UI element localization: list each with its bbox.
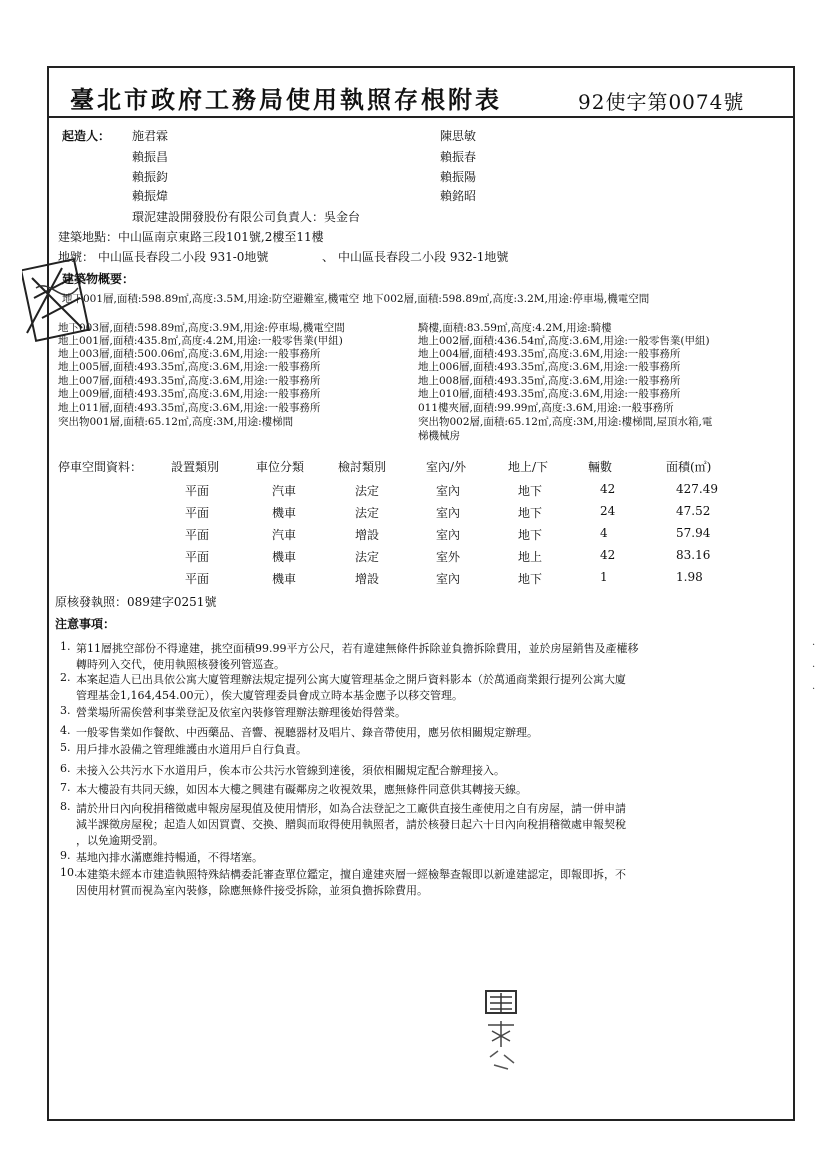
- overview-line: 突出物001層,面積:65.12㎡,高度:3M,用途:樓梯間: [58, 416, 294, 428]
- parking-cell: 機車: [272, 550, 297, 564]
- applicant-name: 賴銘昭: [440, 189, 477, 203]
- note-number: 8.: [60, 800, 71, 813]
- applicant-name: 賴振春: [440, 150, 477, 164]
- margin-mark: ·: [812, 684, 816, 695]
- parking-cell: 57.94: [676, 526, 711, 540]
- parking-cell: 室內: [436, 528, 461, 542]
- parking-cell: 地下: [518, 572, 543, 586]
- parking-cell: 室內: [436, 484, 461, 498]
- parking-cell: 427.49: [676, 482, 718, 496]
- overview-line: 地上007層,面積:493.35㎡,高度:3.6M,用途:一般事務所: [58, 375, 321, 387]
- note-text: 第11層挑空部份不得違建，挑空面積99.99平方公尺，若有違建無條件拆除並負擔拆除費用，並於房屋銷售及產權移: [76, 642, 639, 655]
- note-number: 5.: [60, 741, 71, 754]
- parking-cell: 地上: [518, 550, 543, 564]
- overview-line: 地下001層,面積:598.89㎡,高度:3.5M,用途:防空避難室,機電空 地下002層,面積:598.89㎡,高度:3.2M,用途:停車場,機電空間: [62, 293, 650, 305]
- parking-header: 檢討類別: [338, 460, 387, 474]
- note-text: 請於卅日內向稅捐稽徵處申報房屋現值及使用情形，如為合法登記之工廠供直接生產使用之自有房屋，請一併申請: [76, 802, 626, 815]
- overview-line: 地上011層,面積:493.35㎡,高度:3.6M,用途:一般事務所: [58, 402, 321, 414]
- applicant-name: 陳思敏: [440, 129, 477, 143]
- parking-header: 車位分類: [256, 460, 305, 474]
- overview-line: 地上009層,面積:493.35㎡,高度:3.6M,用途:一般事務所: [58, 388, 321, 400]
- note-text: 用戶排水設備之管理維護由水道用戶自行負責。: [76, 743, 307, 756]
- overview-line: 地下003層,面積:598.89㎡,高度:3.9M,用途:停車場,機電空間: [58, 322, 345, 334]
- note-number: 6.: [60, 762, 71, 775]
- overview-line: 地上001層,面積:435.8㎡,高度:4.2M,用途:一般零售業(甲組): [58, 335, 343, 347]
- note-number: 4.: [60, 724, 71, 737]
- note-text: 管理基金1,164,454.00元），俟大廈管理委員會成立時本基金應予以移交管理。: [76, 689, 463, 702]
- margin-mark: ·: [812, 662, 816, 673]
- applicant-name: 賴振昌: [132, 150, 169, 164]
- note-number: 2.: [60, 671, 71, 684]
- parking-cell: 增設: [355, 572, 380, 586]
- note-number: 3.: [60, 704, 71, 717]
- note-text: 因使用材質而視為室內裝修，除應無條件接受拆除，並須負擔拆除費用。: [76, 884, 428, 897]
- overview-line: 地上003層,面積:500.06㎡,高度:3.6M,用途:一般事務所: [58, 348, 321, 360]
- parking-cell: 1: [600, 570, 608, 584]
- applicant-name: 賴振陽: [440, 170, 477, 184]
- note-text: 未接入公共污水下水道用戶，俟本市公共污水管線到達後，須依相關規定配合辦理接入。: [76, 764, 505, 777]
- note-text: 轉時列入交代，使用執照核發後列管巡查。: [76, 658, 285, 671]
- overview-label: 建築物概要：: [62, 272, 135, 286]
- parking-cell: 汽車: [272, 484, 297, 498]
- overview-line: 突出物002層,面積:65.12㎡,高度:3M,用途:樓梯間,屋頂水箱,電: [418, 416, 713, 428]
- note-text: 本大樓設有共同天線，如因本大樓之興建有礙鄰房之收視效果，應無條件同意供其轉接天線。: [76, 783, 527, 796]
- parking-cell: 地下: [518, 484, 543, 498]
- overview-line: 梯機械房: [418, 430, 460, 442]
- parking-cell: 地下: [518, 506, 543, 520]
- parking-cell: 法定: [355, 550, 380, 564]
- applicant-name: 施君霖: [132, 129, 169, 143]
- developer-company: 環泥建設開發股份有限公司負責人：吳金台: [132, 210, 361, 224]
- parking-cell: 機車: [272, 506, 297, 520]
- margin-mark: ·: [812, 640, 816, 651]
- overview-line: 地上010層,面積:493.35㎡,高度:3.6M,用途:一般事務所: [418, 388, 681, 400]
- overview-line: 地上004層,面積:493.35㎡,高度:3.6M,用途:一般事務所: [418, 348, 681, 360]
- lot-separator: 、: [322, 250, 335, 264]
- parking-cell: 室內: [436, 572, 461, 586]
- title-divider: [47, 116, 795, 118]
- parking-cell: 24: [600, 504, 616, 518]
- note-number: 1.: [60, 640, 71, 653]
- parking-cell: 汽車: [272, 528, 297, 542]
- parking-header: 輛數: [588, 460, 613, 474]
- applicant-label: 起造人：: [62, 129, 111, 143]
- parking-cell: 平面: [185, 506, 210, 520]
- note-number: 7.: [60, 781, 71, 794]
- parking-cell: 1.98: [676, 570, 703, 584]
- applicant-name: 賴振煒: [132, 189, 169, 203]
- lot-number-1: 中山區長春段二小段 931-0地號: [98, 250, 269, 264]
- parking-cell: 83.16: [676, 548, 711, 562]
- parking-cell: 平面: [185, 572, 210, 586]
- official-seal: [480, 985, 525, 1075]
- parking-header: 設置類別: [171, 460, 220, 474]
- parking-cell: 平面: [185, 550, 210, 564]
- overview-line: 地上005層,面積:493.35㎡,高度:3.6M,用途:一般事務所: [58, 361, 321, 373]
- notes-label: 注意事項：: [55, 617, 116, 631]
- document-title: 臺北市政府工務局使用執照存根附表: [70, 85, 502, 114]
- note-text: 基地內排水滿應維持暢通，不得堵塞。: [76, 851, 263, 864]
- parking-header: 地上/下: [508, 460, 549, 474]
- parking-cell: 47.52: [676, 504, 711, 518]
- note-text: 減半課徵房屋稅；起造人如因買賣、交換、贈與而取得使用執照者，請於核發日起六十日內向稅捐稽徵處申報契稅: [76, 818, 626, 831]
- parking-cell: 42: [600, 548, 616, 562]
- parking-cell: 平面: [185, 528, 210, 542]
- overview-line: 地上008層,面積:493.35㎡,高度:3.6M,用途:一般事務所: [418, 375, 681, 387]
- parking-cell: 增設: [355, 528, 380, 542]
- parking-cell: 平面: [185, 484, 210, 498]
- parking-cell: 機車: [272, 572, 297, 586]
- lot-number-2: 中山區長春段二小段 932-1地號: [338, 250, 509, 264]
- parking-cell: 法定: [355, 506, 380, 520]
- overview-line: 騎樓,面積:83.59㎡,高度:4.2M,用途:騎樓: [418, 322, 612, 334]
- original-permit: 原核發執照：089建字0251號: [55, 595, 217, 609]
- parking-header: 室內/外: [426, 460, 467, 474]
- parking-cell: 地下: [518, 528, 543, 542]
- overview-line: 地上006層,面積:493.35㎡,高度:3.6M,用途:一般事務所: [418, 361, 681, 373]
- note-number: 9.: [60, 849, 71, 862]
- note-text: 本建築未經本市建造執照特殊結構委託審查單位鑑定，擅自違建夾層一經檢舉查報即以新違建認定，即報即拆，不: [76, 868, 626, 881]
- note-text: 本案起造人已出具依公寓大廈管理辦法規定提列公寓大廈管理基金之開戶資料影本（於萬通商業銀行提列公寓大廈: [76, 673, 626, 686]
- parking-cell: 室外: [436, 550, 461, 564]
- note-text: ，以免逾期受罰。: [76, 834, 164, 847]
- applicant-name: 賴振鈞: [132, 170, 169, 184]
- permit-number: 92使字第0074號: [578, 90, 745, 114]
- lot-label: 地號：: [58, 250, 95, 264]
- parking-label: 停車空間資料：: [58, 460, 143, 474]
- note-text: 營業場所需俟營利事業登記及依室內裝修管理辦法辦理後始得營業。: [76, 706, 406, 719]
- parking-cell: 4: [600, 526, 608, 540]
- parking-cell: 法定: [355, 484, 380, 498]
- overview-line: 011樓夾層,面積:99.99㎡,高度:3.6M,用途:一般事務所: [418, 402, 674, 414]
- parking-cell: 室內: [436, 506, 461, 520]
- parking-cell: 42: [600, 482, 616, 496]
- note-number: 10.: [60, 866, 78, 879]
- overview-line: 地上002層,面積:436.54㎡,高度:3.6M,用途:一般零售業(甲組): [418, 335, 710, 347]
- site-address: 建築地點：中山區南京東路三段101號,2樓至11樓: [58, 230, 324, 244]
- parking-header: 面積(㎡): [666, 460, 712, 474]
- note-text: 一般零售業如作餐飲、中西藥品、音響、視聽器材及唱片、錄音帶使用，應另依相關規定辦理。: [76, 726, 538, 739]
